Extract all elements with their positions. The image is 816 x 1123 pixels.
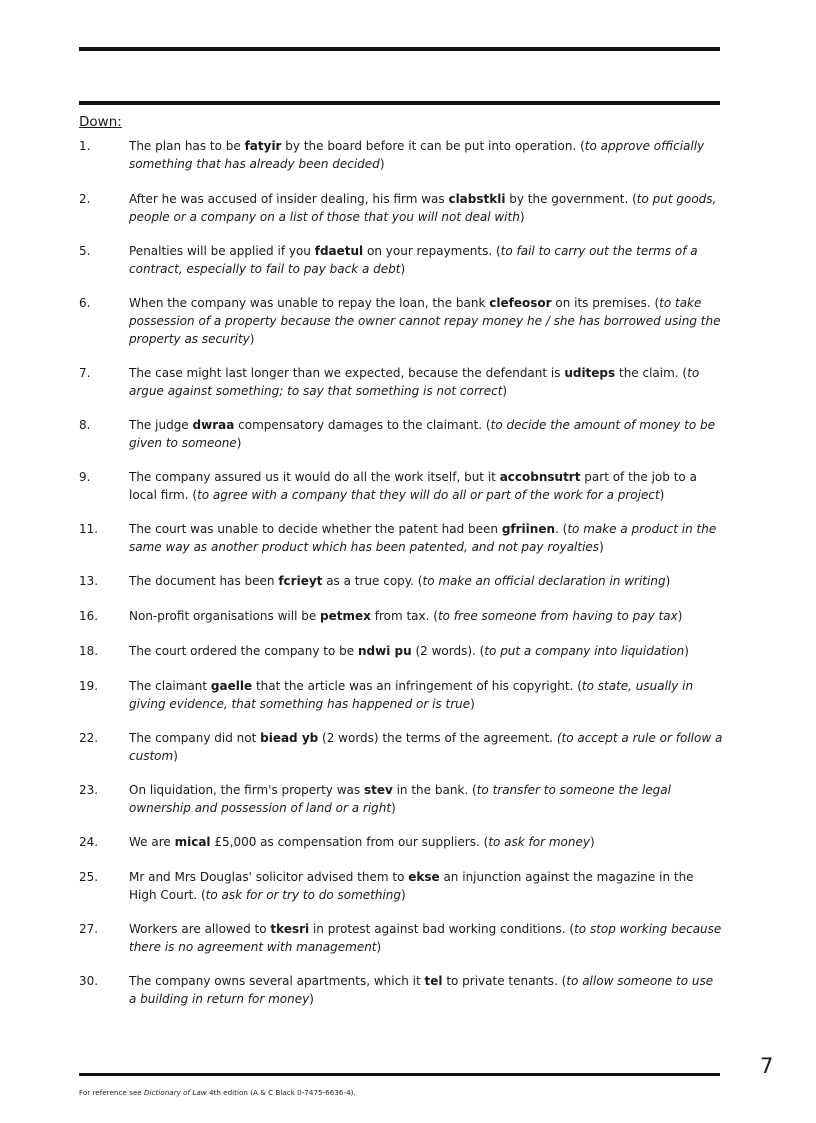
clue-definition: to argue against something; to say that something is not correct — [129, 366, 700, 398]
clue-answer-anagram: fdaetul — [314, 244, 364, 258]
clue-answer-anagram: gaelle — [210, 679, 253, 693]
clue-sentence-start: Mr and Mrs Douglas' solicitor advised them to — [129, 870, 409, 884]
footer-suffix: 4th edition (A & C Black 0-7475-6636-4). — [206, 1088, 356, 1097]
clue-text — [129, 137, 724, 173]
clue-text — [129, 416, 724, 452]
clue-number: 6. — [79, 296, 91, 310]
clue-sentence-end: £5,000 as compensation from our suppliers. ( — [210, 835, 489, 849]
clue-sentence-start: The claimant — [129, 679, 211, 693]
clue-close-paren: ) — [173, 749, 178, 763]
clue-answer-anagram: ekse — [408, 870, 440, 884]
clue-sentence-end: on its premises. ( — [551, 296, 660, 310]
clue-sentence-start: The court was unable to decide whether the patent had been — [129, 522, 502, 536]
footer-reference — [79, 1088, 356, 1097]
clue-number: 7. — [79, 366, 91, 380]
clue-number: 24. — [79, 835, 99, 849]
clue-answer-anagram: uditeps — [564, 366, 616, 380]
clue-number: 18. — [79, 644, 99, 658]
clue-definition: to put goods, people or a company on a list of those that you will not deal with — [129, 192, 717, 224]
clue-text — [129, 868, 724, 904]
clue-sentence-end: (2 words). ( — [411, 644, 485, 658]
clue-text — [129, 468, 724, 504]
clue-number: 22. — [79, 731, 99, 745]
clue-number: 11. — [79, 522, 99, 536]
clue-sentence-end: by the government. ( — [505, 192, 637, 206]
clue-number: 9. — [79, 470, 91, 484]
clue-sentence-start: The document has been — [129, 574, 279, 588]
top-rule — [79, 47, 720, 51]
clue-sentence-start: On liquidation, the firm's property was — [129, 783, 364, 797]
clue-text — [129, 190, 724, 226]
clue-number: 16. — [79, 609, 99, 623]
clue-text — [129, 972, 724, 1008]
clue-definition: (to accept a rule or follow a custom — [129, 731, 723, 763]
clue-sentence-end: (2 words) the terms of the agreement. — [318, 731, 557, 745]
clue-sentence-start: The case might last longer than we expected, because the defendant is — [129, 366, 565, 380]
clue-answer-anagram: tkesri — [270, 922, 310, 936]
clue-close-paren: ) — [309, 992, 314, 1006]
clue-sentence-end: that the article was an infringement of his copyright. ( — [252, 679, 582, 693]
clue-text — [129, 364, 724, 400]
clue-sentence-start: Non-profit organisations will be — [129, 609, 321, 623]
clue-text — [129, 572, 724, 590]
clue-sentence-start: The company did not — [129, 731, 261, 745]
clue-answer-anagram: tel — [424, 974, 443, 988]
clue-answer-anagram: accobnsutrt — [499, 470, 581, 484]
clue-text — [129, 920, 724, 956]
section-rule — [79, 101, 720, 105]
clue-close-paren: ) — [684, 644, 689, 658]
clue-close-paren: ) — [589, 835, 595, 849]
clue-definition: to transfer to someone the legal ownership and possession of land or a right — [129, 783, 671, 815]
clue-number: 25. — [79, 870, 99, 884]
footer-title: Dictionary of Law — [144, 1088, 207, 1097]
clue-text — [129, 729, 724, 765]
clue-text — [129, 520, 724, 556]
clue-definition: to approve officially something that has already been decided — [129, 139, 705, 171]
clue-text — [129, 642, 724, 660]
clue-close-paren: ) — [502, 384, 508, 398]
clue-sentence-end: on your repayments. ( — [363, 244, 501, 258]
clue-definition: to free someone from having to pay tax — [437, 609, 678, 623]
clue-answer-anagram: fcrieyt — [278, 574, 323, 588]
clue-close-paren: ) — [376, 940, 382, 954]
clue-sentence-start: We are — [129, 835, 175, 849]
page-number: 7 — [760, 1054, 774, 1078]
clue-number: 2. — [79, 192, 91, 206]
clue-answer-anagram: petmex — [320, 609, 371, 623]
clue-definition: to make an official declaration in writing — [422, 574, 666, 588]
clue-answer-anagram: dwraa — [192, 418, 235, 432]
clue-close-paren: ) — [236, 436, 242, 450]
clue-answer-anagram: fatyir — [244, 139, 282, 153]
clue-close-paren: ) — [400, 262, 406, 276]
clue-number: 5. — [79, 244, 91, 258]
clue-answer-anagram: clefeosor — [489, 296, 552, 310]
clue-text — [129, 781, 724, 817]
clue-sentence-start: The company owns several apartments, which it — [129, 974, 425, 988]
clue-answer-anagram: mical — [174, 835, 211, 849]
clue-definition: to stop working because there is no agreement with management — [129, 922, 722, 954]
clue-close-paren: ) — [379, 157, 385, 171]
clue-number: 1. — [79, 139, 91, 153]
clue-sentence-end: the claim. ( — [615, 366, 688, 380]
bottom-rule — [79, 1073, 720, 1076]
clue-close-paren: ) — [249, 332, 255, 346]
clue-sentence-start: The plan has to be — [129, 139, 245, 153]
footer-prefix: For reference see — [79, 1088, 144, 1097]
clue-definition: to fail to carry out the terms of a contract, especially to fail to pay back a debt — [129, 244, 698, 276]
clue-text — [129, 833, 724, 851]
clue-text — [129, 294, 724, 348]
clue-sentence-start: When the company was unable to repay the loan, the bank — [129, 296, 490, 310]
clue-definition: to agree with a company that they will do all or part of the work for a project — [197, 488, 660, 502]
heading-text: Down — [79, 114, 118, 130]
clue-definition: to allow someone to use a building in return for money — [129, 974, 714, 1006]
clue-sentence-end: by the board before it can be put into operation. ( — [281, 139, 585, 153]
clue-close-paren: ) — [659, 488, 665, 502]
clue-sentence-start: After he was accused of insider dealing, his firm was — [129, 192, 449, 206]
clue-definition: to take possession of a property because the owner cannot repay money he / she has borrowed using the property as security — [129, 296, 721, 346]
clue-sentence-end: compensatory damages to the claimant. ( — [234, 418, 491, 432]
clue-sentence-end: . ( — [555, 522, 568, 536]
clue-text — [129, 607, 724, 625]
clue-number: 19. — [79, 679, 99, 693]
clue-sentence-end: an injunction against the magazine in the High Court. ( — [129, 870, 694, 902]
clue-sentence-end: from tax. ( — [370, 609, 438, 623]
clue-definition: to ask for or try to do something — [205, 888, 402, 902]
clue-close-paren: ) — [599, 540, 604, 554]
clue-definition: to state, usually in giving evidence, that something has happened or is true — [129, 679, 694, 711]
clue-sentence-end: as a true copy. ( — [322, 574, 423, 588]
heading-colon: : — [117, 114, 122, 130]
clue-answer-anagram: ndwi pu — [357, 644, 412, 658]
clue-sentence-start: Penalties will be applied if you — [129, 244, 315, 258]
clue-close-paren: ) — [519, 210, 525, 224]
clue-text — [129, 242, 724, 278]
clue-definition: to make a product in the same way as another product which has been patented, and not pay royalties — [129, 522, 717, 554]
clue-sentence-end: in the bank. ( — [392, 783, 477, 797]
clue-sentence-end: part of the job to a local firm. ( — [129, 470, 697, 502]
clue-text — [129, 677, 724, 713]
clue-close-paren: ) — [470, 697, 475, 711]
clue-sentence-end: in protest against bad working conditions. ( — [309, 922, 575, 936]
clue-close-paren: ) — [665, 574, 671, 588]
clue-definition: to put a company into liquidation — [484, 644, 685, 658]
clue-answer-anagram: clabstkli — [448, 192, 506, 206]
clue-definition: to decide the amount of money to be given to someone — [129, 418, 716, 450]
clue-close-paren: ) — [401, 888, 406, 902]
clue-number: 23. — [79, 783, 99, 797]
section-heading — [79, 114, 122, 130]
clue-number: 8. — [79, 418, 91, 432]
clue-sentence-end: to private tenants. ( — [442, 974, 567, 988]
clue-sentence-start: The company assured us it would do all the work itself, but it — [129, 470, 500, 484]
clue-close-paren: ) — [391, 801, 396, 815]
clue-number: 30. — [79, 974, 99, 988]
clue-number: 27. — [79, 922, 99, 936]
clue-number: 13. — [79, 574, 99, 588]
clue-definition: to ask for money — [488, 835, 590, 849]
clue-answer-anagram: gfriinen — [501, 522, 556, 536]
clue-sentence-start: The judge — [129, 418, 193, 432]
clue-sentence-start: The court ordered the company to be — [129, 644, 358, 658]
clue-sentence-start: Workers are allowed to — [129, 922, 271, 936]
clue-answer-anagram: stev — [363, 783, 393, 797]
clue-answer-anagram: biead yb — [260, 731, 319, 745]
clue-close-paren: ) — [677, 609, 683, 623]
